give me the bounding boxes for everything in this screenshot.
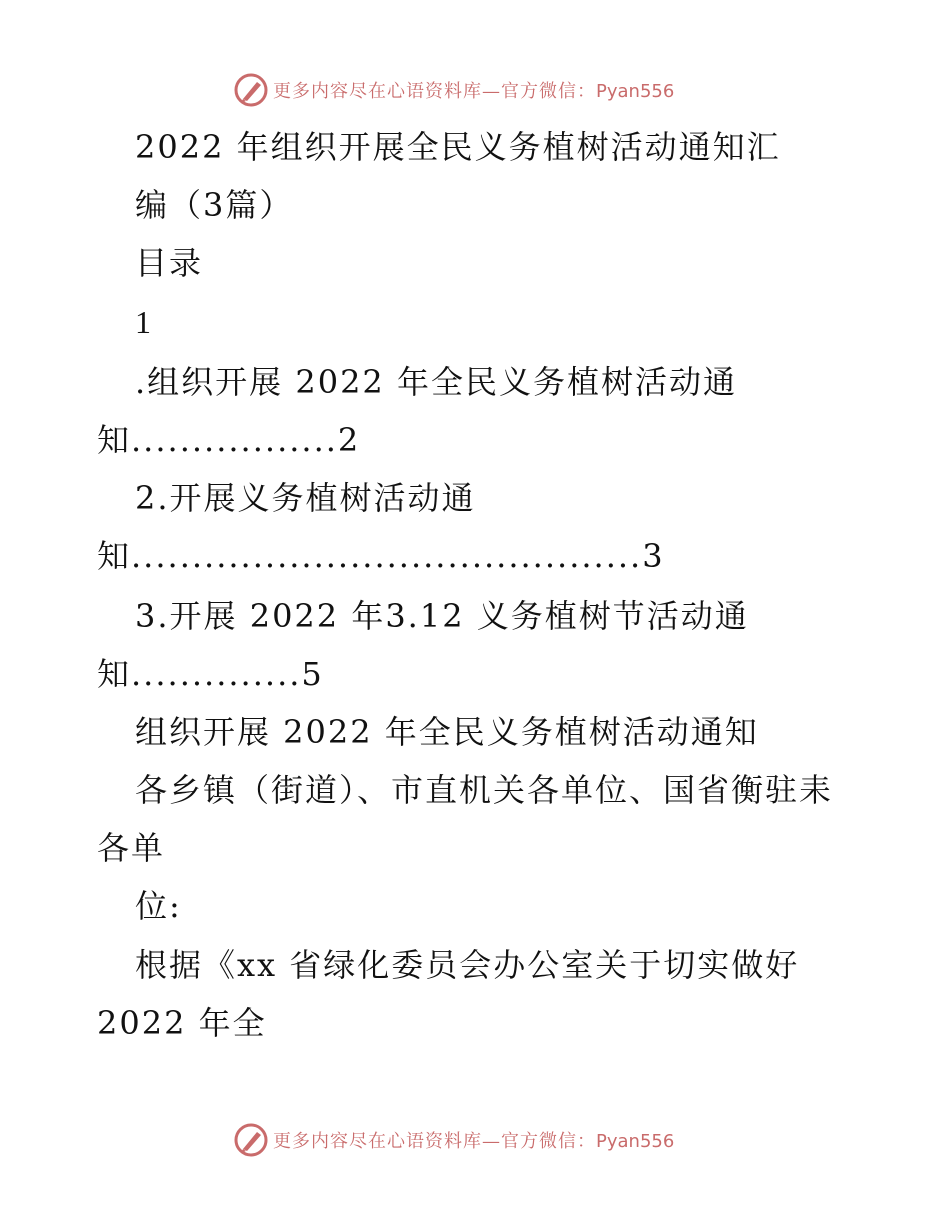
title-line-1: 2022 年组织开展全民义务植树活动通知汇 xyxy=(135,128,781,166)
toc-item-1-title: .组织开展 2022 年全民义务植树活动通 xyxy=(135,363,737,401)
addressee-line-3: 位: xyxy=(135,887,182,925)
toc-item-3-page: 知..............5 xyxy=(97,655,324,693)
watermark-text: 更多内容尽在心语资料库—官方微信：Pyan556 xyxy=(273,1131,675,1152)
toc-number: 1 xyxy=(135,304,153,340)
addressee-line-1: 各乡镇（街道）、市直机关各单位、国省衡驻耒 xyxy=(135,771,834,809)
toc-item-2-title: 2.开展义务植树活动通 xyxy=(135,479,476,517)
title-line-2: 编（3篇） xyxy=(135,186,294,224)
footer-watermark xyxy=(0,1120,950,1160)
toc-item-3-title: 3.开展 2022 年3.12 义务植树节活动通 xyxy=(135,597,749,635)
toc-item-2-page: 知..........................................3 xyxy=(97,537,665,575)
addressee-line-2: 各单 xyxy=(97,829,166,867)
body-line-2: 2022 年全 xyxy=(97,1004,267,1042)
header-watermark xyxy=(0,70,950,110)
toc-item-1-page: 知.................2 xyxy=(97,421,361,459)
pen-logo-icon xyxy=(233,1122,269,1158)
pen-logo-icon xyxy=(233,72,269,108)
toc-heading: 目录 xyxy=(135,244,204,282)
body-line-1: 根据《xx 省绿化委员会办公室关于切实做好 xyxy=(135,946,800,984)
watermark-text: 更多内容尽在心语资料库—官方微信：Pyan556 xyxy=(273,81,675,102)
section-title: 组织开展 2022 年全民义务植树活动通知 xyxy=(135,713,759,751)
